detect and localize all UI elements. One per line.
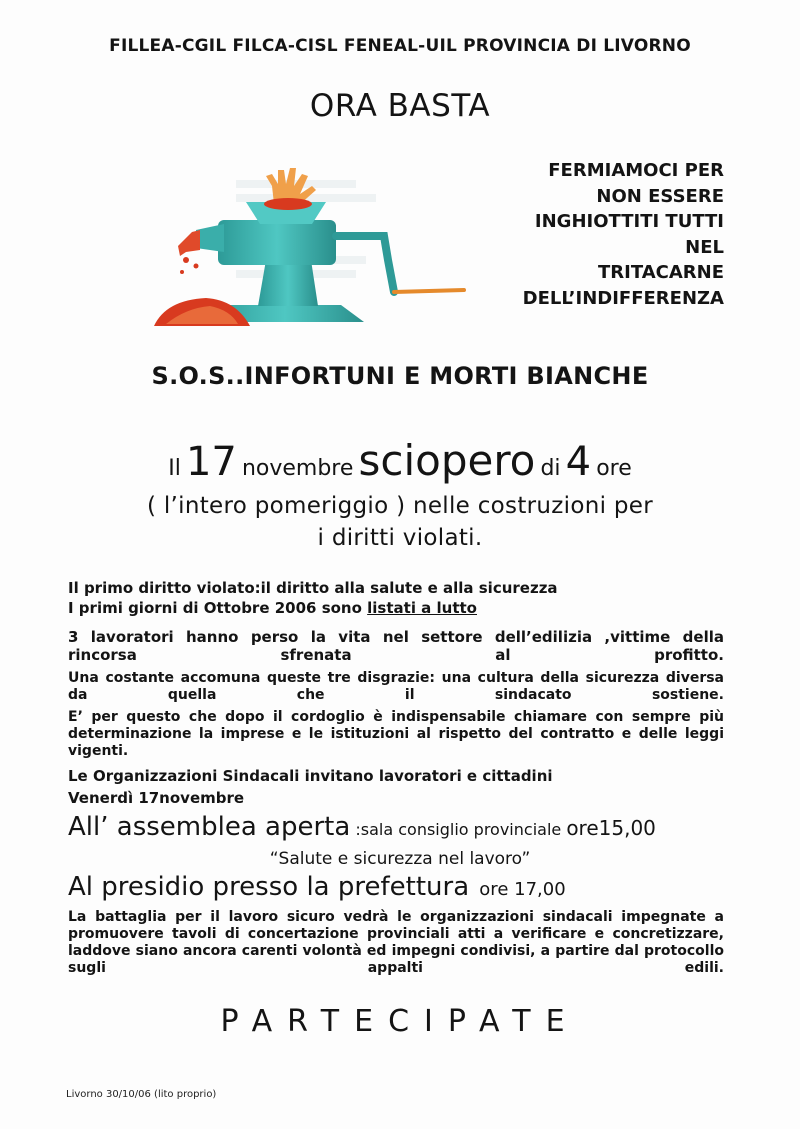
assembly-line	[68, 812, 728, 842]
slogan-line: NEL	[685, 236, 724, 258]
paragraph: Il primo diritto violato:il diritto alla salute e alla sicurezza	[68, 579, 558, 597]
footer-note: Livorno 30/10/06 (lito proprio)	[66, 1089, 217, 1100]
slogan-line: INGHIOTTITI TUTTI	[534, 211, 724, 233]
page-title: ORA BASTA	[309, 88, 491, 124]
assembly-place: :sala consiglio provinciale	[350, 820, 567, 839]
presidio-label: Al presidio presso la prefettura	[68, 872, 470, 902]
strike-word: di	[540, 456, 561, 481]
strike-details	[0, 490, 800, 554]
strike-word: ore	[596, 456, 632, 481]
paragraph: 3 lavoratori hanno perso la vita nel settore dell’edilizia ,vittime della rincorsa sfrenata al profitto.	[68, 628, 724, 664]
paragraph: E’ per questo che dopo il cordoglio è indispensabile chiamare con sempre più determinazione la imprese e le istituzioni al rispetto del contratto e delle leggi vigenti.	[68, 709, 724, 759]
slogan-line: NON ESSERE	[596, 185, 724, 207]
unions-header: FILLEA-CGIL FILCA-CISL FENEAL-UIL PROVINCIA DI LIVORNO	[109, 36, 691, 56]
assembly-hour: ore15,00	[566, 816, 656, 840]
call-to-action: PARTECIPATE	[220, 1004, 580, 1039]
paragraph	[68, 599, 724, 617]
event-date: Venerdì 17novembre	[68, 789, 245, 807]
slogan-line: DELL’INDIFFERENZA	[522, 287, 724, 309]
paragraph: Una costante accomuna queste tre disgrazie: una cultura della sicurezza diversa da quella che il sindacato sostiene.	[68, 670, 724, 703]
strike-details-line: i diritti violati.	[317, 525, 483, 551]
strike-month: novembre	[241, 456, 354, 481]
strike-day: 17	[185, 439, 237, 485]
slogan-line: TRITACARNE	[597, 262, 724, 284]
paragraph: Le Organizzazioni Sindacali invitano lavoratori e cittadini	[68, 767, 553, 785]
paragraph-text: I primi giorni di Ottobre 2006 sono	[68, 599, 368, 617]
underlined-text: listati a lutto	[367, 599, 477, 617]
strike-announcement	[0, 436, 800, 485]
strike-hours: 4	[565, 439, 592, 485]
closing-paragraph: La battaglia per il lavoro sicuro vedrà le organizzazioni sindacali impegnate a promuovere tavoli di concertazione provinciali atti a verificare e concretizzare, laddove siano ancora carenti volontà ed impegni condivisi, a partire dal protocollo sugli appalti edili.	[68, 909, 724, 976]
presidio-line	[68, 872, 728, 902]
meat-grinder-illustration	[126, 160, 476, 340]
assembly-theme: “Salute e sicurezza nel lavoro”	[269, 849, 531, 869]
presidio-hour: ore 17,00	[479, 879, 566, 900]
slogan-line: FERMIAMOCI PER	[548, 160, 724, 181]
subtitle: S.O.S..INFORTUNI E MORTI BIANCHE	[151, 362, 649, 390]
strike-word: Il	[168, 456, 181, 481]
strike-details-line: ( l’intero pomeriggio ) nelle costruzioni per	[146, 493, 654, 519]
strike-keyword: sciopero	[358, 436, 536, 485]
assembly-label: All’ assemblea aperta	[68, 812, 351, 842]
